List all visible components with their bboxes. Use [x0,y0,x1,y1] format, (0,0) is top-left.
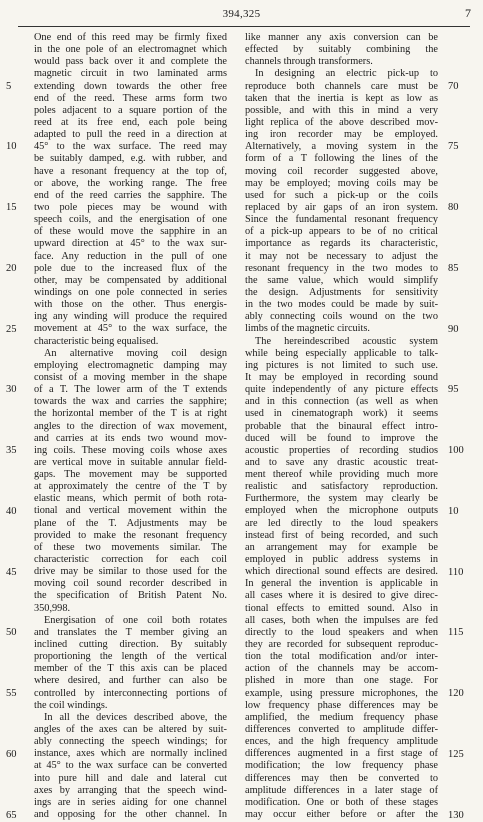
text-line: of a T. The lower arm of the T extends [34,384,227,396]
text-line: other, may be compensated by additional [34,274,227,286]
text-line: axes by arranging that the speech wind- [34,784,227,796]
text-line: Furthermore, the system may clearly be [245,493,438,505]
text-line: controlled by interconnecting portions of [34,687,227,699]
text-line: inclined cutting direction. By suitably [34,639,227,651]
text-line: they are recorded for subsequent reproduc- [245,639,438,651]
text-line: used for such a pick-up or the coils [245,189,438,201]
line-number: 85 [448,262,459,274]
text-line: movement at 45° to the wax surface, the [34,323,227,335]
page-header [0,6,483,24]
line-number: 90 [448,323,459,335]
text-line: ing any winding will produce the required [34,311,227,323]
text-line: ing pictures is not limited to such use. [245,359,438,371]
text-line: It may be employed in recording sound [245,371,438,383]
text-line: An alternative moving coil design [44,347,227,359]
text-line: 350,998. [34,602,71,614]
text-line: reproduce both channels care must be [245,80,438,92]
text-line: amplified, the medium frequency phase [245,711,438,723]
text-line: and opposing for the other channel. In [34,809,227,820]
page-number: 7 [465,6,471,20]
text-line: employed in public address systems in [245,554,438,566]
line-number: 130 [448,809,464,821]
line-number: 10 [448,505,459,517]
line-number: 50 [6,627,17,639]
text-line: may occur either before or after the [245,809,438,820]
text-line: differences may then be converted to [245,772,438,784]
text-line: moving coil recorder suggested above, [245,165,438,177]
text-line: moving coil sound recorder described in [34,578,227,590]
text-line: angles of the axes can be altered by suit- [34,724,227,736]
right-text-column [245,32,438,821]
text-line: tion the total modification and/or inter- [245,651,438,663]
line-number: 75 [448,141,459,153]
text-line: and carries at its ends two wound mov- [34,432,227,444]
text-line: amplitude differences in a later stage of [245,784,438,796]
line-number: 100 [448,445,464,457]
text-line: differences converted to amplitude differ- [245,724,438,736]
text-line: the same value, which would simplify [245,274,438,286]
line-number: 15 [6,202,17,214]
text-line: differences augmented in a first stage of [245,748,438,760]
text-line: end of the reed carries the sapphire. The [34,189,227,201]
text-line: employed when the microphone outputs [245,505,438,517]
text-line: acoustic properties of recording studios [245,444,438,456]
text-line: replaced by air gaps of an iron system. [245,201,438,213]
text-line: characteristic being equalised. [34,335,159,347]
text-line: member of the T this axis can be placed [34,663,227,675]
text-line: The hereindescribed acoustic system [255,335,438,347]
line-number: 10 [6,141,17,153]
text-line: form of a T following the lines of the [245,153,438,165]
text-line: all cases where it is desired to give direc- [245,590,438,602]
text-line: employing electromagnetic damping may [34,359,227,371]
text-line: resonant frequency in the two modes to [245,262,438,274]
text-line: Since the fundamental resonant frequency [245,214,438,226]
text-line: 45° to the wax surface. The reed may [34,141,227,153]
text-line: and to save any drastic acoustic treat- [245,456,438,468]
text-line: light replica of the above described mov- [245,116,438,128]
text-line: drive may be similar to those used for the [34,566,227,578]
text-line: provided to make the resonant frequency [34,529,227,541]
text-line: example, using pressure microphones, the [245,687,438,699]
text-line: In general the invention is applicable in [245,578,438,590]
line-number: 110 [448,566,464,578]
patent-number: 394,325 [222,8,261,20]
text-line: windings on one pole connected in series [34,286,227,298]
text-line: into pure hill and dale and lateral cut [34,772,227,784]
text-line: of a pick-up appears to be of no critical [245,226,438,238]
text-line: adapted to pull the reed in a direction at [34,129,227,141]
text-line: Alternatively, a moving system in the [245,141,438,153]
text-line: quite independently of any picture effects [245,384,438,396]
text-line: plished in more than one stage. For [245,675,438,687]
line-number: 35 [6,445,17,457]
text-line: the design. Adjustments for sensitivity [245,286,438,298]
text-line: used in cinematograph work) it seems [245,408,438,420]
text-line: poles adjacent to a square portion of the [34,104,227,116]
text-line: In designing an electric pick-up to [255,68,438,80]
line-number: 20 [6,262,17,274]
text-line: two pole pieces may be wound with [34,201,227,213]
line-number: 40 [6,505,17,517]
text-line: be suitably damped, e.g. with rubber, and [34,153,227,165]
text-line: plane of the T. Adjustments may be [34,517,227,529]
left-text-column [34,32,227,821]
text-line: modification. One or both of these stages [245,796,438,808]
text-line: at 45° to the wax surface can be converted [34,760,227,772]
line-number: 65 [6,809,17,821]
text-line: directly to the loud speakers and when [245,626,438,638]
text-line: pole due to the increased flux of the [34,262,227,274]
text-line: it may not be necessary to adjust the [245,250,438,262]
text-line: would pass back over it and complete the [34,56,227,68]
text-line: ings are in series aiding for one channel [34,796,227,808]
text-line: or above, the working range. The free [34,177,227,189]
line-number: 125 [448,748,464,760]
line-number: 45 [6,566,17,578]
text-line: of these two movements similar. The [34,541,227,553]
line-number: 5 [6,80,12,92]
text-line: duced will be found to improve the [245,432,438,444]
text-line: One end of this reed may be firmly fixed [34,32,227,43]
line-number: 95 [448,384,459,396]
line-number: 120 [448,688,464,700]
text-line: like manner any axis conversion can be [245,32,438,43]
line-number: 115 [448,627,464,639]
text-line: while being especially applicable to talk- [245,347,438,359]
text-line: the coil windings. [34,699,108,711]
text-line: are led directly to the loud speakers [245,517,438,529]
text-line: magnetic circuit in two laminated arms [34,68,227,80]
line-number: 70 [448,80,459,92]
line-number: 55 [6,688,17,700]
text-line: an arrangement may for example be [245,541,438,553]
text-line: all cases, both when the impulses are fed [245,614,438,626]
text-line: speech coils, and the energisation of one [34,214,227,226]
text-line: at approximately the centre of the T by [34,481,227,493]
line-number: 25 [6,323,17,335]
text-line: ment thereof while providing much more [245,469,438,481]
text-line: with those on the other. Thus energis- [34,299,227,311]
text-line: in the two modes could be made by suit- [245,299,438,311]
text-line: channels through transformers. [245,56,373,68]
text-line: which directional sound effects are desired. [245,566,438,578]
text-line: in the one pole of an electromagnet which [34,44,227,56]
text-line: characteristic correction for each coil [34,554,227,566]
line-number: 30 [6,384,17,396]
text-line: importance as regards its characteristic, [245,238,438,250]
text-line: elastic means, which permit of both rota- [34,493,227,505]
text-line: the specification of British Patent No. [34,590,227,602]
text-line: probable that the binaural effect intro- [245,420,438,432]
text-line: modification; the low frequency phase [245,760,438,772]
header-rule [18,26,470,27]
text-line: ably connecting the speech windings; for [34,736,227,748]
text-line: and in this connection (as well as when [245,396,438,408]
text-line: Energisation of one coil both rotates [44,614,227,626]
text-line: face. Any reduction in the pull of one [34,250,227,262]
text-line: possible, and with this in mind a very [245,104,438,116]
text-line: ing iron recorder may be employed. [245,129,438,141]
text-line: the horizontal member of the T is at right [34,408,227,420]
text-line: where desired, and further can also be [34,675,227,687]
line-number: 60 [6,748,17,760]
text-line: angles to the direction of wax movement, [34,420,227,432]
line-number: 80 [448,202,459,214]
text-line: action of the channels may be accom- [245,663,438,675]
text-line: end of the reed. These arms form two [34,92,227,104]
text-line: In all the devices described above, the [44,711,227,723]
text-line: instance, axes which are normally inclined [34,748,227,760]
text-line: limbs of the magnetic circuits. [245,323,370,335]
text-line: ences, and the high frequency amplitude [245,736,438,748]
text-line: towards the wax and carries the sapphire; [34,396,227,408]
text-line: reed at its free end, each pole being [34,116,227,128]
text-line: have a resonant frequency at the top of, [34,165,227,177]
text-line: of these would move the sapphire in an [34,226,227,238]
text-line: gaps. The movement may be supported [34,469,227,481]
text-line: ing coils. These moving coils whose axes [34,444,227,456]
text-line: tional and vertical movement within the [34,505,227,517]
text-line: taken that the inertia is kept as low as [245,92,438,104]
text-line: proportioning the length of the vertical [34,651,227,663]
text-line: ably connecting coils wound on the two [245,311,438,323]
text-line: consist of a moving member in the shape [34,371,227,383]
text-line: tional effects to emitted sound. Also in [245,602,438,614]
text-line: may be employed; moving coils may be [245,177,438,189]
text-line: are vertical move in suitable annular field- [34,456,227,468]
text-line: instead first of being recorded, and such [245,529,438,541]
text-line: low frequency phase differences may be [245,699,438,711]
text-line: effected by suitably combining the [245,44,438,56]
text-line: extending down towards the other free [34,80,227,92]
text-line: upward direction at 45° to the wax sur- [34,238,227,250]
text-line: and translates the T member giving an [34,626,227,638]
text-line: realistic and satisfactory reproduction. [245,481,438,493]
